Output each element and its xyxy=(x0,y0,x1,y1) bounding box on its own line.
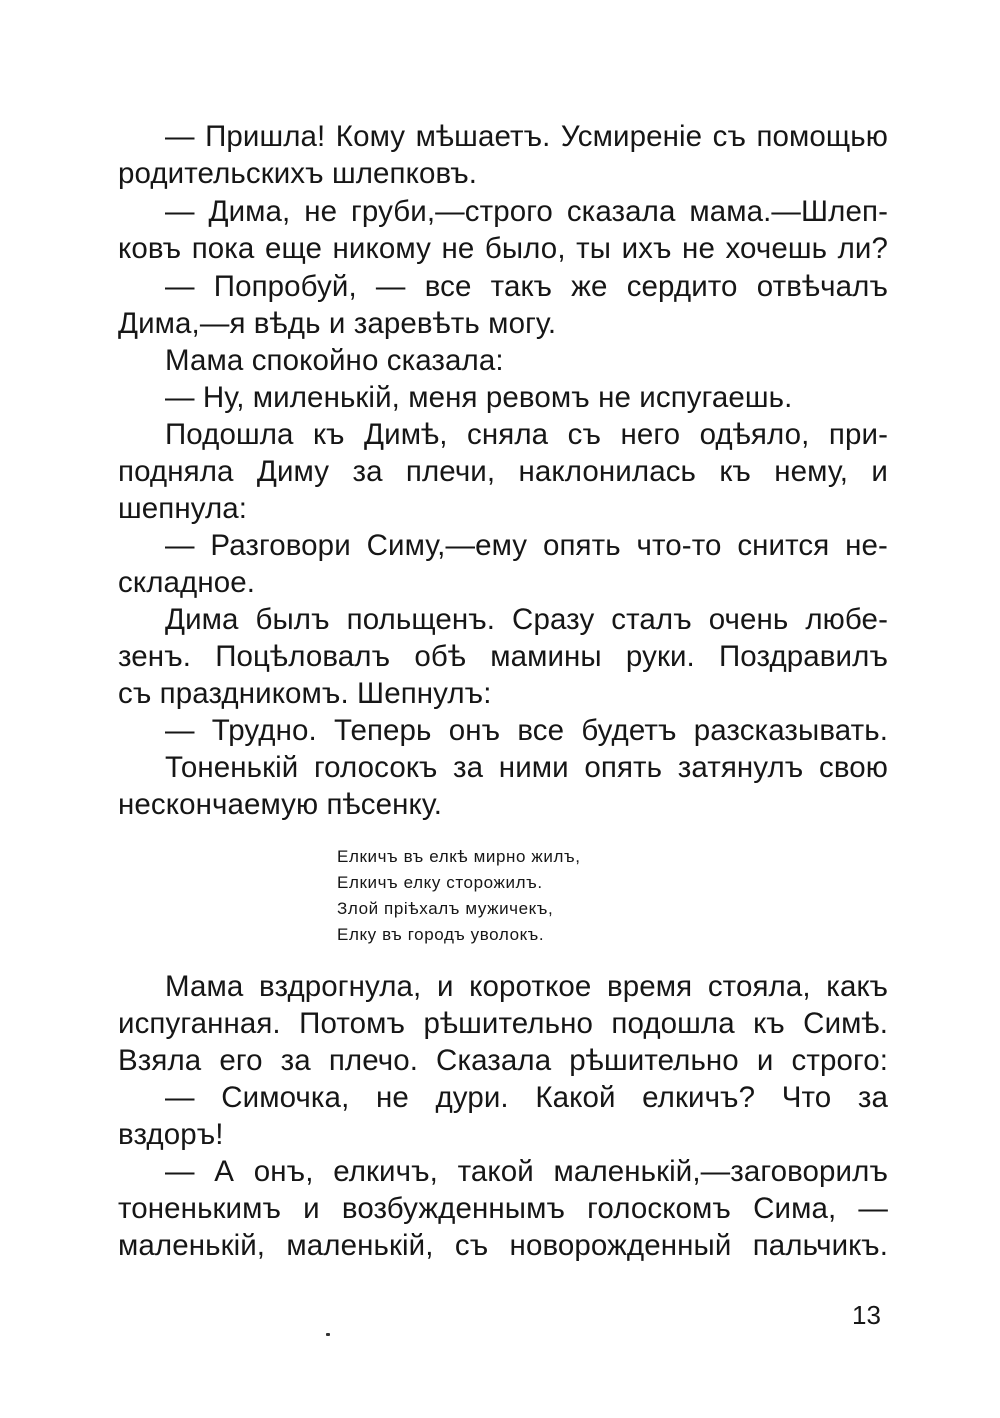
page-number: 13 xyxy=(852,1300,881,1330)
text-line: вздоръ! xyxy=(118,1118,224,1151)
verse-line: Елку въ городъ уволокъ. xyxy=(337,925,545,944)
text-line: зенъ. Поцѣловалъ обѣ мамины руки. Поздравилъ xyxy=(118,640,888,673)
text-line: складное. xyxy=(118,566,256,599)
text-line: маленькій, маленькій, съ новорожденный пальчикъ. xyxy=(118,1229,888,1262)
text-line: — Попробуй, — все такъ же сердито отвѣчалъ xyxy=(165,270,888,303)
text-line: — Разговори Симу,—ему опять что-то снится не- xyxy=(165,529,888,562)
text-line: — Пришла! Кому мѣшаетъ. Усмиреніе съ помощью xyxy=(165,120,888,153)
text-line: Дима,—я вѣдь и заревѣть могу. xyxy=(118,307,557,340)
text-line: Взяла его за плечо. Сказала рѣшительно и строго: xyxy=(118,1044,888,1077)
verse-line: Злой пріѣхалъ мужичекъ, xyxy=(337,899,554,918)
text-line: съ праздникомъ. Шепнулъ: xyxy=(118,677,492,710)
text-line: — Ну, миленькій, меня ревомъ не испугаешь. xyxy=(165,381,793,414)
text-line: Тоненькій голосокъ за ними опять затянулъ свою xyxy=(165,751,888,784)
text-line: испуганная. Потомъ рѣшительно подошла къ Симѣ. xyxy=(118,1007,888,1040)
verse-line: Елкичъ елку сторожилъ. xyxy=(337,873,543,892)
text-line: Мама вздрогнула, и короткое время стояла, какъ xyxy=(165,970,888,1003)
text-line: подняла Диму за плечи, наклонилась къ нему, и xyxy=(118,455,888,488)
text-line: Мама спокойно сказала: xyxy=(165,344,504,377)
text-line: Подошла къ Димѣ, сняла съ него одѣяло, при- xyxy=(165,418,888,451)
text-line: — Симочка, не дури. Какой елкичъ? Что за xyxy=(165,1081,888,1114)
text-line: шепнула: xyxy=(118,492,248,525)
text-line: — Трудно. Теперь онъ все будетъ разсказывать. xyxy=(165,714,888,747)
scan-speck xyxy=(326,1333,330,1336)
text-line: тоненькимъ и возбужденнымъ голоскомъ Сима, — xyxy=(118,1192,888,1225)
text-line: Дима былъ польщенъ. Сразу сталъ очень любе- xyxy=(165,603,888,636)
verse-line: Елкичъ въ елкѣ мирно жилъ, xyxy=(337,847,581,866)
text-line: нескончаемую пѣсенку. xyxy=(118,788,443,821)
text-line: ковъ пока еще никому не было, ты ихъ не хочешь ли? xyxy=(118,232,888,265)
text-line: — Дима, не груби,—строго сказала мама.—Шлеп- xyxy=(165,195,888,228)
text-line: родительскихъ шлепковъ. xyxy=(118,157,478,190)
text-line: — А онъ, елкичъ, такой маленькій,—заговорилъ xyxy=(165,1155,888,1188)
